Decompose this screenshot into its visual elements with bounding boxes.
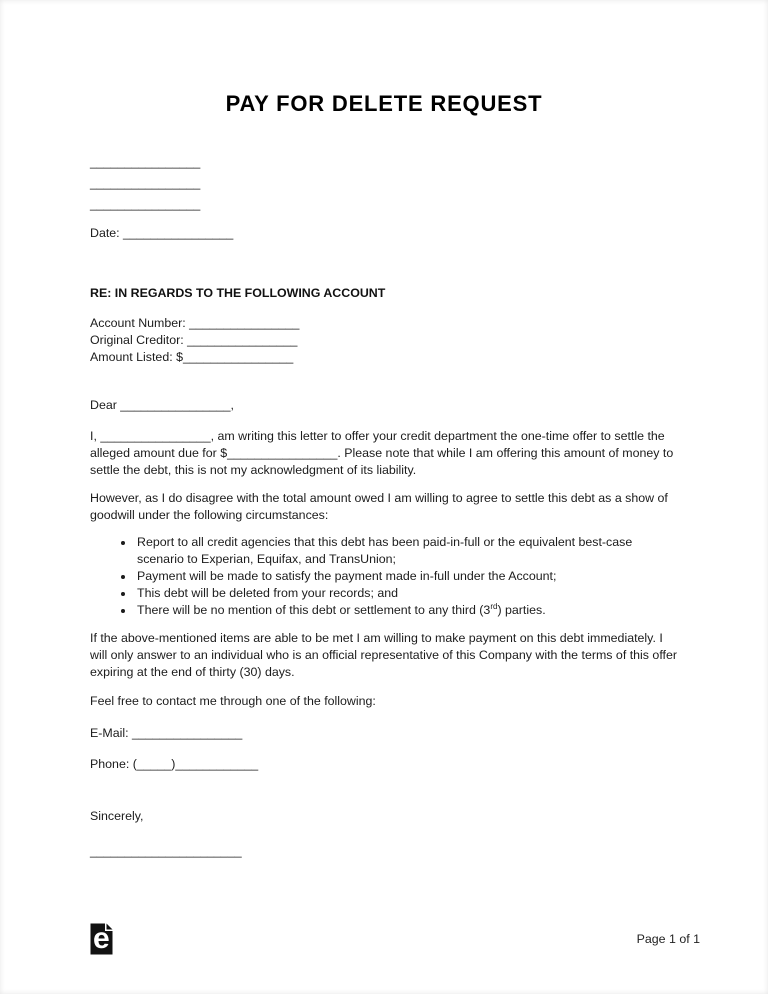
phone-line: Phone: (_____)____________	[90, 757, 259, 771]
bullet-item	[135, 585, 678, 602]
sender-address-line: ________________	[90, 197, 201, 211]
terms-paragraph: If the above-mentioned items are able to be met I am willing to make payment on this debt immediately. I will only answer to an individual who is an official representative of this Company with the terms of this offer expiring at the end of thirty (30) days.	[90, 631, 678, 679]
re-heading: RE: IN REGARDS TO THE FOLLOWING ACCOUNT	[90, 286, 386, 300]
bullet-superscript: rd	[490, 601, 498, 611]
logo-letter: e	[93, 923, 110, 955]
conditions-intro-paragraph: However, as I do disagree with the total amount owed I am willing to agree to settle this debt as a show of goodwill under the following circumstances:	[90, 491, 668, 522]
date-line: Date: ________________	[90, 226, 234, 240]
document-title: PAY FOR DELETE REQUEST	[225, 91, 543, 116]
bullet-item	[135, 602, 678, 619]
closing-salutation: Sincerely,	[90, 809, 144, 823]
signature-line: ______________________	[90, 844, 242, 858]
conditions-bullet-list	[90, 534, 678, 619]
account-details-block	[90, 315, 678, 366]
bullet-text: There will be no mention of this debt or settlement to any third (3	[137, 603, 491, 617]
contact-intro-paragraph: Feel free to contact me through one of the following:	[90, 694, 376, 708]
email-line: E-Mail: ________________	[90, 726, 243, 740]
amount-listed-line: Amount Listed: $________________	[90, 350, 294, 364]
page-footer	[90, 923, 700, 955]
bullet-item	[135, 534, 678, 568]
salutation-line: Dear ________________,	[90, 398, 234, 412]
bullet-text: Payment will be made to satisfy the payment made in-full under the Account;	[137, 569, 557, 583]
sender-address-block	[90, 152, 678, 215]
bullet-text-tail: ) parties.	[497, 603, 546, 617]
eforms-logo-icon	[90, 923, 113, 955]
sender-address-line: ________________	[90, 155, 201, 169]
original-creditor-line: Original Creditor: ________________	[90, 333, 298, 347]
sender-address-line: ________________	[90, 176, 201, 190]
page-number-label: Page 1 of 1	[636, 931, 700, 946]
bullet-item	[135, 568, 678, 585]
bullet-text: Report to all credit agencies that this debt has been paid-in-full or the equivalent best-case scenario to Experian, Equifax, and TransUnion;	[137, 535, 633, 566]
account-number-line: Account Number: ________________	[90, 316, 300, 330]
offer-paragraph: I, ________________, am writing this letter to offer your credit department the one-time offer to settle the alleged amount due for $________________. Please note that while I am offering this amount of money to settle the debt, this is not my acknowledgment of its liability.	[90, 429, 674, 477]
bullet-text: This debt will be deleted from your records; and	[137, 586, 399, 600]
